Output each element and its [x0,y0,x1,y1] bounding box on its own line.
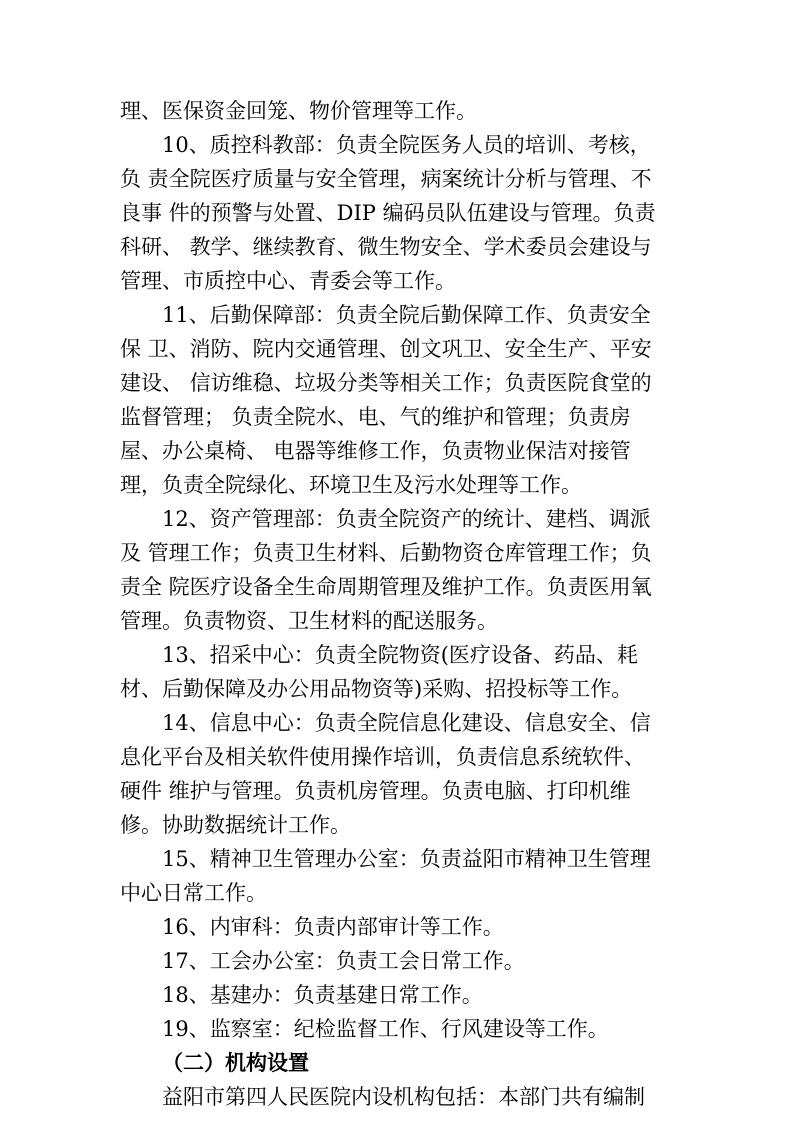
text-line: 负 责全院医疗质量与安全管理，病案统计分析与管理、不 [120,167,652,191]
text-line: 科研、 教学、继续教育、微生物安全、学术委员会建设与 [120,235,652,259]
text-line: 监督管理； 负责全院水、电、气的维护和管理；负责房 [120,405,631,429]
text-line: 12、资产管理部：负责全院资产的统计、建档、调派 [162,507,651,531]
text-line: 息化平台及相关软件使用操作培训，负责信息系统软件、 [120,745,645,769]
text-line: 17、工会办公室：负责工会日常工作。 [162,949,525,973]
text-line: 修。协助数据统计工作。 [120,813,351,837]
text-line: 理，负责全院绿化、环境卫生及污水处理等工作。 [120,473,582,497]
text-line: 11、后勤保障部：负责全院后勤保障工作、负责安全 [162,303,651,327]
text-line: 15、精神卫生管理办公室：负责益阳市精神卫生管理 [162,847,651,871]
text-line: 责全 院医疗设备全生命周期管理及维护工作。负责医用氧 [120,575,652,599]
text-line: 16、内审科：负责内部审计等工作。 [162,915,504,939]
text-line: 保 卫、消防、院内交通管理、创文巩卫、安全生产、平安 [120,337,652,361]
text-line: 及 管理工作；负责卫生材料、后勤物资仓库管理工作；负 [120,541,652,565]
text-line: 管理。负责物资、卫生材料的配送服务。 [120,609,498,633]
text-line: 硬件 维护与管理。负责机房管理。负责电脑、打印机维 [120,779,631,803]
text-line: 益阳市第四人民医院内设机构包括：本部门共有编制 [162,1085,645,1109]
text-line: 10、质控科教部：负责全院医务人员的培训、考核， [162,133,651,157]
text-line: 建设、 信访维稳、垃圾分类等相关工作；负责医院食堂的 [120,371,652,395]
text-line: 13、招采中心：负责全院物资(医疗设备、药品、耗 [162,643,638,667]
text-line: 19、监察室：纪检监督工作、行风建设等工作。 [162,1017,609,1041]
text-line: 良事 件的预警与处置、DIP 编码员队伍建设与管理。负责 [120,201,656,225]
text-line: 屋、办公桌椅、 电器等维修工作，负责物业保洁对接管 [120,439,631,463]
text-line: 14、信息中心：负责全院信息化建设、信息安全、信 [162,711,651,735]
text-line: 管理、市质控中心、青委会等工作。 [120,269,456,293]
text-line: 材、后勤保障及办公用品物资等)采购、招投标等工作。 [120,677,633,701]
section-heading: （二）机构设置 [162,1050,309,1075]
text-line: 18、基建办：负责基建日常工作。 [162,983,483,1007]
text-line: 中心日常工作。 [120,881,267,905]
text-line: 理、医保资金回笼、物价管理等工作。 [120,99,477,123]
